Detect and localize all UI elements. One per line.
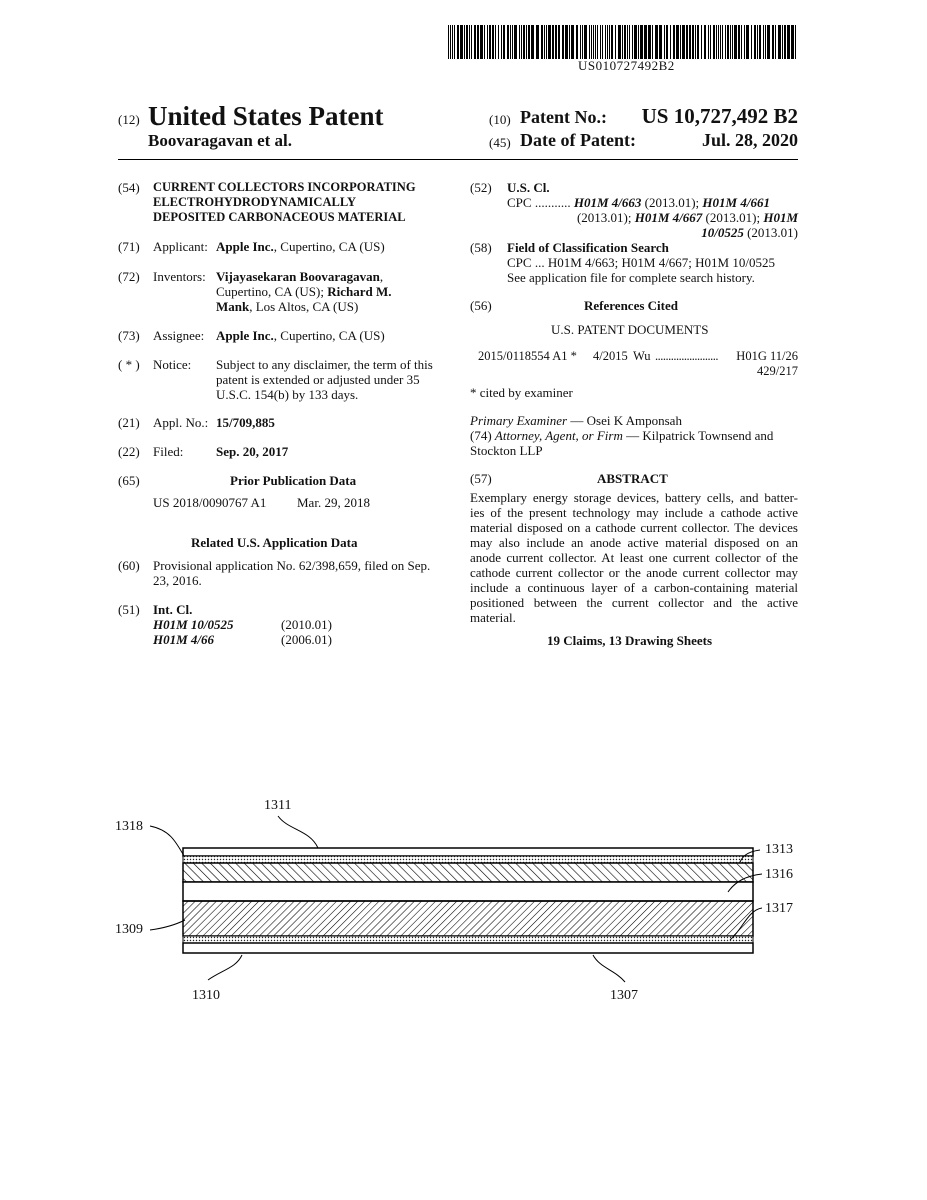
leader-1311 [278, 816, 318, 848]
field-74-code: (74) [470, 428, 492, 443]
inventors-value [216, 269, 392, 314]
barcode-bar [503, 25, 505, 59]
barcode-bar [498, 25, 499, 59]
barcode-bar [640, 25, 643, 59]
related-data-heading: Related U.S. Application Data [191, 535, 358, 550]
reference-number: 2015/0118554 A1 * [478, 349, 577, 363]
leader-1310 [208, 955, 242, 980]
barcode-bar [763, 25, 764, 59]
cpc-class: H01M 4/667 [634, 210, 703, 225]
barcode-bar [602, 25, 603, 59]
inventor-location: , Los Altos, CA (US) [249, 299, 359, 314]
notice-text [216, 357, 443, 402]
barcode-bar [713, 25, 715, 59]
abstract-line: positioned between the current collector and the active [470, 595, 798, 610]
barcode-bar [569, 25, 570, 59]
barcode-bar [548, 25, 551, 59]
barcode-bar [510, 25, 511, 59]
applicant-location: , Cupertino, CA (US) [273, 239, 385, 254]
barcode-bar [544, 25, 545, 59]
attorney-line [470, 428, 773, 443]
barcode-bar [652, 25, 653, 59]
us-cl-line3 [701, 225, 798, 240]
barcode-bar [697, 25, 699, 59]
invention-title-line: DEPOSITED CARBONACEOUS MATERIAL [153, 210, 406, 224]
barcode-bar [519, 25, 520, 59]
primary-examiner-label: Primary Examiner [470, 413, 568, 428]
barcode-bar [676, 25, 679, 59]
cpc-year: (2013.01); [702, 210, 764, 225]
barcode-bar [489, 25, 491, 59]
barcode-bar [708, 25, 709, 59]
layer-bottom-collector [183, 943, 753, 953]
appl-no-label: Appl. No.: [153, 415, 209, 430]
barcode-bar [450, 25, 451, 59]
barcode-bar [718, 25, 719, 59]
patent-date-label: Date of Patent: [520, 130, 636, 150]
barcode-bar [487, 25, 488, 59]
barcode-bar [514, 25, 517, 59]
barcode-bar [722, 25, 723, 59]
field-72-code: (72) [118, 269, 140, 284]
barcode-bar [784, 25, 786, 59]
notice-line: patent is extended or adjusted under 35 [216, 372, 420, 387]
applicant-name: Apple Inc. [216, 239, 274, 254]
barcode-bar [725, 25, 726, 59]
primary-examiner [470, 413, 682, 428]
patent-authors: Boovaragavan et al. [148, 131, 293, 150]
barcode-bar [582, 25, 583, 59]
invention-title-line: CURRENT COLLECTORS INCORPORATING [153, 180, 416, 194]
barcode-bar [528, 25, 530, 59]
barcode-bar [464, 25, 465, 59]
applicant-label: Applicant: [153, 239, 208, 254]
barcode-bar [521, 25, 522, 59]
field-54-code: (54) [118, 180, 140, 195]
barcode-bar [701, 25, 702, 59]
attorney-line2: Stockton LLP [470, 443, 543, 458]
field-71-code: (71) [118, 239, 140, 254]
barcode-bar [460, 25, 463, 59]
notice-code: ( * ) [118, 357, 140, 372]
barcode-bar [552, 25, 554, 59]
provisional-application [153, 558, 445, 588]
barcode-bar [710, 25, 711, 59]
barcode-bar [523, 25, 525, 59]
assignee-name: Apple Inc. [216, 328, 274, 343]
barcode-bar [704, 25, 706, 59]
barcode-bar [492, 25, 494, 59]
barcode-bar [767, 25, 770, 59]
barcode-bar [597, 25, 598, 59]
cpc-year: (2013.01); [641, 195, 703, 210]
reference-date: 4/2015 [593, 349, 628, 363]
field-73-code: (73) [118, 328, 140, 343]
int-cl-class: H01M 10/0525 [153, 617, 234, 632]
barcode-bar [600, 25, 601, 59]
barcode-bar [605, 25, 606, 59]
barcode-bar [629, 25, 630, 59]
abstract-line: material disposed on a cathode current collector. The devices [470, 520, 798, 535]
barcode-bar [734, 25, 737, 59]
leader-1307 [593, 955, 625, 982]
barcode-bar [526, 25, 527, 59]
primary-examiner-name: — Osei K Amponsah [567, 413, 682, 428]
barcode-bar [484, 25, 485, 59]
barcode-bar [648, 25, 651, 59]
ref-label-1307: 1307 [610, 988, 638, 1003]
cpc-class: H01M [763, 210, 798, 225]
barcode-bar [746, 25, 749, 59]
barcode-bar [757, 25, 758, 59]
appl-no-value: 15/709,885 [216, 415, 275, 430]
field-21-code: (21) [118, 415, 140, 430]
int-cl-heading: Int. Cl. [153, 602, 193, 617]
provisional-line: Provisional application No. 62/398,659, filed on Sep. [153, 558, 431, 573]
abstract-text [470, 490, 798, 625]
abstract-line: anode current collector. At least one current collector of the [470, 550, 798, 565]
barcode-bar [609, 25, 610, 59]
filed-value: Sep. 20, 2017 [216, 444, 289, 459]
abstract-line: ies of the present technology may include a cathode active [470, 505, 798, 520]
barcode-bar [471, 25, 472, 59]
header-code-45: (45) [489, 135, 511, 150]
barcode-bar [634, 25, 637, 59]
abstract-line: cathode current collector or the anode current collector may [470, 565, 798, 580]
filed-label: Filed: [153, 444, 184, 459]
patent-number: US 10,727,492 B2 [641, 104, 798, 128]
barcode-bar [666, 25, 668, 59]
us-cl-heading: U.S. Cl. [507, 180, 550, 195]
barcode-bar [480, 25, 483, 59]
barcode-bar [744, 25, 745, 59]
notice-line: Subject to any disclaimer, the term of this [216, 357, 433, 372]
reference-class: H01G 11/26 [736, 349, 798, 363]
inventor-name: Richard M. [327, 284, 392, 299]
barcode-bar [477, 25, 479, 59]
barcode-bar [593, 25, 594, 59]
attorney-name: — Kilpatrick Townsend and [622, 428, 774, 443]
barcode-bar [448, 25, 449, 59]
leader-1309 [150, 920, 185, 930]
references-heading: References Cited [584, 298, 678, 313]
field-search-note: See application file for complete search history. [507, 270, 755, 285]
barcode-bar [546, 25, 547, 59]
abstract-line: Exemplary energy storage devices, battery cells, and batter- [470, 490, 798, 505]
barcode-bar [751, 25, 752, 59]
barcode-bar [782, 25, 783, 59]
layer-carbon-top [183, 856, 753, 863]
barcode-bar [772, 25, 774, 59]
barcode-bar [682, 25, 685, 59]
leader-1318 [150, 826, 184, 856]
abstract-line: may also include an anode active material disposed on an [470, 535, 798, 550]
barcode-bar [536, 25, 539, 59]
inventor-name: Mank [216, 299, 250, 314]
abstract-heading: ABSTRACT [597, 471, 668, 486]
cpc-class: H01M 4/661 [702, 195, 770, 210]
barcode-bar [452, 25, 453, 59]
barcode-bar [607, 25, 608, 59]
inventors-label: Inventors: [153, 269, 206, 284]
barcode-bar [632, 25, 633, 59]
barcode-bar [727, 25, 729, 59]
barcode-bar [765, 25, 766, 59]
us-cl-line1 [507, 195, 770, 210]
cited-by-examiner: * cited by examiner [470, 385, 573, 400]
assignee-location: , Cupertino, CA (US) [273, 328, 385, 343]
reference-dots: ........................ [655, 349, 718, 363]
us-cl-line2 [577, 210, 798, 225]
patent-number-label: Patent No.: [520, 107, 607, 127]
barcode-bar [571, 25, 574, 59]
layered-electrode-figure [0, 780, 927, 1020]
barcode-bar [584, 25, 587, 59]
ref-label-1318: 1318 [115, 819, 143, 834]
barcode-bar [562, 25, 564, 59]
barcode-bar [664, 25, 665, 59]
barcode-bar [627, 25, 628, 59]
cpc-prefix: CPC ........... [507, 195, 571, 210]
cpc-class: H01M 4/663 [573, 195, 642, 210]
barcode-bar [512, 25, 513, 59]
layer-top-collector [183, 848, 753, 856]
layer-cathode-active [183, 863, 753, 882]
barcode-bar [580, 25, 581, 59]
barcode-number: US010727492B2 [578, 58, 675, 73]
barcode-bar [541, 25, 543, 59]
abstract-line: include a continuous layer of a carbon-containing material [470, 580, 798, 595]
us-patent-docs-heading: U.S. PATENT DOCUMENTS [551, 322, 709, 337]
barcode-bar [454, 25, 455, 59]
barcode-bar [611, 25, 613, 59]
barcode-bar [673, 25, 675, 59]
barcode-bar [644, 25, 647, 59]
barcode-bar [558, 25, 560, 59]
header-divider [118, 159, 798, 160]
notice-label: Notice: [153, 357, 192, 372]
applicant-value [216, 239, 385, 254]
field-22-code: (22) [118, 444, 140, 459]
barcode-bar [720, 25, 721, 59]
barcode-bar [638, 25, 639, 59]
patent-type-title: United States Patent [148, 101, 384, 131]
barcode-bar [754, 25, 756, 59]
barcode-bar [689, 25, 691, 59]
cpc-year: (2013.01) [743, 225, 798, 240]
cpc-year: (2013.01); [576, 210, 635, 225]
ref-label-1310: 1310 [192, 988, 220, 1003]
inventor-sep: , [379, 269, 384, 284]
barcode-bar [591, 25, 592, 59]
claims-count: 19 Claims, 13 Drawing Sheets [547, 633, 713, 648]
field-51-code: (51) [118, 602, 140, 617]
prior-pub-date: Mar. 29, 2018 [297, 495, 370, 510]
invention-title [153, 180, 416, 225]
barcode-bar [495, 25, 496, 59]
assignee-label: Assignee: [153, 328, 205, 343]
field-60-code: (60) [118, 558, 140, 573]
barcode-bar [469, 25, 470, 59]
ref-label-1317: 1317 [765, 901, 793, 916]
barcode-bar [670, 25, 671, 59]
barcode-bar [778, 25, 781, 59]
barcode-bar [741, 25, 742, 59]
prior-pub-number: US 2018/0090767 A1 [153, 495, 267, 510]
barcode-bar [622, 25, 623, 59]
layer-carbon-bottom [183, 936, 753, 943]
barcode-bar [589, 25, 590, 59]
layer-anode-active [183, 901, 753, 936]
provisional-line: 23, 2016. [153, 573, 202, 588]
barcode-image [448, 25, 798, 59]
barcode-bar [615, 25, 616, 59]
inventor-location: Cupertino, CA (US); [216, 284, 328, 299]
barcode-bar [795, 25, 796, 59]
int-cl-class: H01M 4/66 [153, 632, 215, 647]
ref-label-1309: 1309 [115, 922, 143, 937]
barcode-bar [659, 25, 662, 59]
field-56-code: (56) [470, 298, 492, 313]
barcode-bar [576, 25, 578, 59]
barcode-bar [680, 25, 681, 59]
notice-line: U.S.C. 154(b) by 133 days. [216, 387, 359, 402]
invention-title-line: ELECTROHYDRODYNAMICALLY [153, 195, 357, 209]
int-cl-year: (2006.01) [281, 632, 332, 647]
barcode-bar [466, 25, 468, 59]
barcode-bar [730, 25, 731, 59]
field-57-code: (57) [470, 471, 492, 486]
barcode-bar [655, 25, 658, 59]
barcode-bar [474, 25, 476, 59]
barcode-bar [738, 25, 740, 59]
field-65-code: (65) [118, 473, 140, 488]
barcode-bar [716, 25, 717, 59]
layer-separator [183, 882, 753, 901]
barcode-bar [732, 25, 733, 59]
barcode-bar [565, 25, 568, 59]
barcode-bar [624, 25, 626, 59]
barcode-bar [686, 25, 688, 59]
int-cl-year: (2010.01) [281, 617, 332, 632]
barcode-bar [457, 25, 459, 59]
assignee-value [216, 328, 385, 343]
barcode-bar [595, 25, 596, 59]
header-code-12: (12) [118, 112, 140, 127]
prior-pub-heading: Prior Publication Data [230, 473, 357, 488]
barcode-bar [775, 25, 776, 59]
header-code-10: (10) [489, 112, 511, 127]
field-52-code: (52) [470, 180, 492, 195]
patent-date: Jul. 28, 2020 [701, 130, 798, 150]
reference-name: Wu [633, 349, 651, 363]
barcode-bar [692, 25, 694, 59]
barcode-bar [791, 25, 794, 59]
field-58-code: (58) [470, 240, 492, 255]
barcode-bar [618, 25, 621, 59]
ref-label-1316: 1316 [765, 867, 793, 882]
barcode-bar [555, 25, 557, 59]
field-search-cpc: CPC ... H01M 4/663; H01M 4/667; H01M 10/0525 [507, 255, 775, 270]
barcode-bar [501, 25, 502, 59]
abstract-line: material. [470, 610, 516, 625]
field-search-heading: Field of Classification Search [507, 240, 669, 255]
attorney-label: Attorney, Agent, or Firm [494, 428, 623, 443]
ref-label-1311: 1311 [264, 798, 292, 813]
inventor-name: Vijayasekaran Boovaragavan [216, 269, 380, 284]
barcode-bar [787, 25, 790, 59]
ref-label-1313: 1313 [765, 842, 793, 857]
barcode-bar [507, 25, 509, 59]
barcode-bar [695, 25, 696, 59]
barcode-bar [759, 25, 761, 59]
barcode-bar [531, 25, 534, 59]
reference-class: 429/217 [757, 364, 798, 378]
cpc-class: 10/0525 [701, 225, 744, 240]
